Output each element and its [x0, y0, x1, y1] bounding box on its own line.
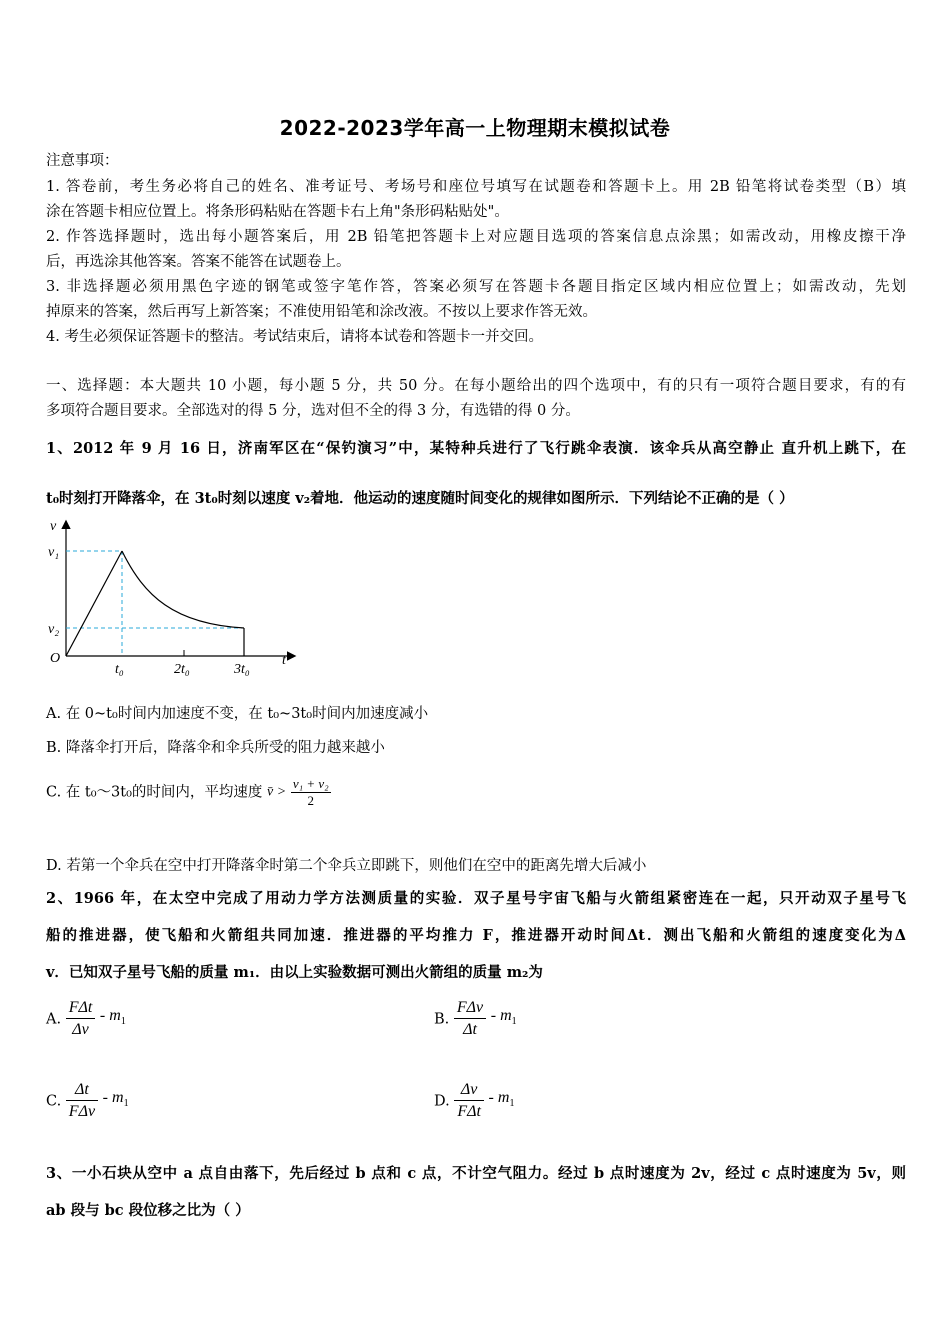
question-1-text: t₀时刻打开降落伞，在 3t₀时刻以速度 v₂着地．他运动的速度随时间变化的规律如图所示．下列结论不正确的是（ ）	[46, 490, 794, 507]
y-axis-label: v	[50, 519, 57, 534]
decel-curve	[122, 551, 244, 628]
option-fraction	[66, 998, 96, 1041]
fraction-denominator: FΔt	[457, 1103, 481, 1120]
fraction-numerator: Δv	[454, 1080, 484, 1101]
notice-line: 后，再选涂其他答案。答案不能答在试题卷上。	[46, 254, 351, 270]
3t0-label: 3t₀	[234, 662, 250, 676]
notice-line: 涂在答题卡相应位置上。将条形码粘贴在答题卡右上角"条形码粘贴处"。	[46, 204, 509, 220]
question-2-text: v．已知双子星号飞船的质量 m₁．由以上实验数据可测出火箭组的质量 m₂为	[46, 964, 543, 981]
notice-line: 掉原来的答案，然后再写上新答案；不准使用铅笔和涂改液。不按以上要求作答无效。	[46, 304, 597, 320]
option-tail	[99, 1007, 126, 1028]
tail-text: - m	[490, 1007, 512, 1025]
notice-line: 3. 非选择题必须用黑色字迹的钢笔或签字笔作答，答案必须写在答题卡各题目指定区域内相应位置上；如需改动，先划	[46, 279, 906, 295]
option-label: B.	[434, 1011, 450, 1028]
notice-line: 1. 答卷前，考生务必将自己的姓名、准考证号、考场号和座位号填写在试题卷和答题卡上。用 2B 铅笔将试卷类型（B）填	[46, 179, 906, 195]
option-fraction	[454, 1080, 484, 1123]
option-c-lhs: v̄ >	[267, 784, 287, 800]
question-2-text: 船的推进器，使飞船和火箭组共同加速．推进器的平均推力 F，推进器开动时间Δt．测出飞船和火箭组的速度变化为Δ	[46, 927, 906, 944]
x-axis-label: t	[282, 653, 286, 668]
fraction-denominator: FΔv	[68, 1103, 96, 1120]
option-tail	[490, 1007, 517, 1028]
option-tail	[488, 1089, 515, 1110]
option-fraction	[454, 998, 486, 1041]
tail-text: - m	[99, 1007, 121, 1025]
question-1-text: 1、2012 年 9 月 16 日，济南军区在“保钓演习”中，某特种兵进行了飞行跳伞表演．该伞兵从高空静止 直升机上跳下，在	[46, 440, 906, 457]
t0-label: t₀	[115, 662, 124, 676]
fraction-denominator: Δv	[72, 1021, 89, 1038]
question-2-option-c	[46, 1080, 129, 1123]
option-tail	[102, 1089, 129, 1110]
option-label: C.	[46, 1093, 62, 1110]
fraction-numerator: v₁ + v₂	[292, 776, 329, 791]
tail-subscript: 1	[509, 1098, 515, 1110]
question-2-text: 2、1966 年，在太空中完成了用动力学方法测质量的实验．双子星号宇宙飞船与火箭组紧密连在一起，只开动双子星号飞	[46, 890, 906, 907]
question-2-option-b	[434, 998, 517, 1041]
fraction-numerator: Δt	[66, 1080, 98, 1101]
v2-label: v₂	[48, 622, 60, 637]
fraction-denominator: 2	[307, 793, 314, 808]
option-label: A.	[46, 1011, 62, 1028]
2t0-label: 2t₀	[174, 662, 190, 676]
v1-label: v₁	[48, 545, 60, 560]
tail-subscript: 1	[120, 1016, 126, 1028]
fraction-denominator: Δt	[463, 1021, 477, 1038]
question-2-option-a	[46, 998, 126, 1041]
origin-label: O	[50, 651, 61, 666]
velocity-time-graph	[44, 516, 304, 676]
option-fraction	[66, 1080, 98, 1123]
tail-subscript: 1	[511, 1016, 517, 1028]
fraction-numerator: FΔv	[454, 998, 486, 1019]
page-title: 2022-2023学年高一上物理期末模拟试卷	[279, 116, 671, 140]
question-3-text: ab 段与 bc 段位移之比为（ ）	[46, 1202, 250, 1219]
question-1-option-c	[46, 776, 331, 809]
option-c-text: C. 在 t₀～3t₀的时间内，平均速度	[46, 784, 263, 801]
notice-line: 4. 考生必须保证答题卡的整洁。考试结束后，请将本试卷和答题卡一并交回。	[46, 329, 543, 345]
question-1-option-a: A. 在 0~t₀时间内加速度不变，在 t₀~3t₀时间内加速度减小	[46, 706, 429, 722]
tail-text: - m	[102, 1089, 124, 1107]
tail-subscript: 1	[123, 1098, 129, 1110]
fraction-numerator: FΔt	[66, 998, 96, 1019]
accel-segment	[66, 551, 122, 656]
option-label: D.	[434, 1093, 450, 1110]
section-heading: 多项符合题目要求。全部选对的得 5 分，选对但不全的得 3 分，有选错的得 0 分。	[46, 403, 580, 419]
notice-line: 2. 作答选择题时，选出每小题答案后，用 2B 铅笔把答题卡上对应题目选项的答案信息点涂黑；如需改动，用橡皮擦干净	[46, 229, 906, 245]
option-c-fraction	[291, 776, 331, 809]
notice-heading: 注意事项：	[46, 153, 119, 169]
question-1-option-d: D. 若第一个伞兵在空中打开降落伞时第二个伞兵立即跳下，则他们在空中的距离先增大后减小	[46, 858, 647, 874]
question-2-option-d	[434, 1080, 514, 1123]
section-heading: 一、选择题：本大题共 10 小题，每小题 5 分，共 50 分。在每小题给出的四个选项中，有的只有一项符合题目要求，有的有	[46, 378, 906, 394]
question-3-text: 3、一小石块从空中 a 点自由落下，先后经过 b 点和 c 点，不计空气阻力。经过 b 点时速度为 2v，经过 c 点时速度为 5v，则	[46, 1165, 906, 1182]
question-1-option-b: B. 降落伞打开后，降落伞和伞兵所受的阻力越来越小	[46, 740, 385, 756]
tail-text: - m	[488, 1089, 510, 1107]
